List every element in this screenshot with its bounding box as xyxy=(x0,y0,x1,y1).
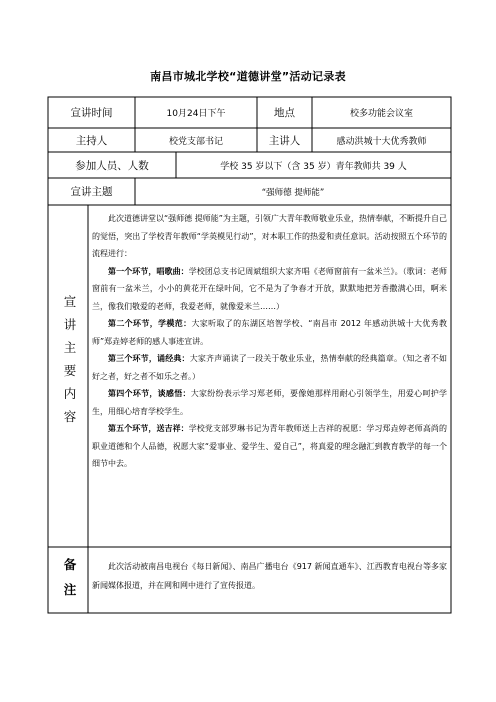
step-text: 学校党支部罗琳书记为青年教师送上吉祥的祝愿：学习郑垚婷老师高尚的职业道德和个人品德，祝愿大家“爱事业、爱学生、爱自己”，将真爱的理念融汇到教育教学的每一个细节中去。 xyxy=(92,424,447,468)
speaker-label: 主讲人 xyxy=(268,134,301,147)
step-text: 大家听取了的东湖区培智学校、“南昌市 2012 年感动洪城十大优秀教师”郑垚婷老师的感人事迹宣讲。 xyxy=(92,319,447,346)
step-text: 大家齐声诵读了一段关于敬业乐业，热情奉献的经典篇章。（知之者不如好之者，好之者不如乐之者。） xyxy=(92,354,448,381)
theme-label: 宣讲主题 xyxy=(70,186,113,198)
step-paragraph xyxy=(92,420,447,473)
page-title: 南昌市城北学校“道德讲堂”活动记录表 xyxy=(150,70,346,83)
step-heading: 第三个环节，诵经典： xyxy=(108,354,190,363)
intro-paragraph: 此次道德讲堂以“强师德 提师能”为主题，引领广大青年教师敬业乐业，热情奉献，不断提升自己的觉悟，突出了学校青年教师“学英模见行动”，对本职工作的热爱和责任意识。活动按照五个环节的流程进行： xyxy=(92,214,447,258)
step-paragraph xyxy=(92,385,447,420)
remarks-label-char: 备 xyxy=(63,557,77,572)
step-heading: 第五个环节，送吉祥： xyxy=(108,424,189,433)
content-label-char: 宣 xyxy=(63,294,77,309)
host-label: 主持人 xyxy=(75,134,108,147)
step-paragraph xyxy=(92,350,447,385)
speaker-value: 感动洪城十大优秀教师 xyxy=(336,136,427,147)
step-heading: 第一个环节，唱歌曲： xyxy=(108,266,189,276)
remarks-label-char: 注 xyxy=(63,582,77,597)
remarks-label xyxy=(52,552,88,602)
content-label-char: 讲 xyxy=(63,317,77,332)
participants-value: 学校 35 岁以下（含 35 岁）青年教师共 39 人 xyxy=(220,161,407,172)
content-label-char: 要 xyxy=(63,363,77,378)
content-label-char: 容 xyxy=(63,409,77,424)
participants-label: 参加人员、人数 xyxy=(75,159,149,172)
remarks-content xyxy=(92,557,447,595)
step-text: 学校团总支书记周斌组织大家齐唱《老师窗前有一盆米兰》。（歌词：老师窗前有一盆米兰，小小的黄花开在绿叶间，它不是为了争春才开放，默默地把芳香撒满心田，啊米兰，像我们敬爱的老师，我爱老师，就像爱米兰……） xyxy=(92,266,448,311)
time-value: 10月24日下午 xyxy=(166,109,226,119)
content-label xyxy=(52,290,88,428)
step-paragraph xyxy=(92,315,447,350)
step-heading: 第四个环节，谈感悟： xyxy=(108,389,191,398)
place-label: 地点 xyxy=(274,107,295,119)
theme-value: “强师德 提师能” xyxy=(261,187,325,198)
remarks-paragraph: 此次活动被南昌电视台《每日新闻》、南昌广播电台《917 新闻直通车》、江西教育电视台等多家新闻媒体报道，并在网和网中进行了宣传报道。 xyxy=(92,562,447,590)
time-label: 宣讲时间 xyxy=(70,107,113,119)
place-value: 校多功能会议室 xyxy=(349,109,413,119)
step-paragraph xyxy=(92,263,447,316)
host-value: 校党支部书记 xyxy=(168,136,223,147)
content-label-char: 内 xyxy=(63,386,77,401)
activity-content xyxy=(92,210,447,473)
step-text: 大家纷纷表示学习郑老师，要像她那样用耐心引领学生，用爱心呵护学生，用细心培育学校学生。 xyxy=(92,389,447,416)
step-heading: 第二个环节，学模范： xyxy=(108,319,192,328)
content-label-char: 主 xyxy=(63,340,77,355)
